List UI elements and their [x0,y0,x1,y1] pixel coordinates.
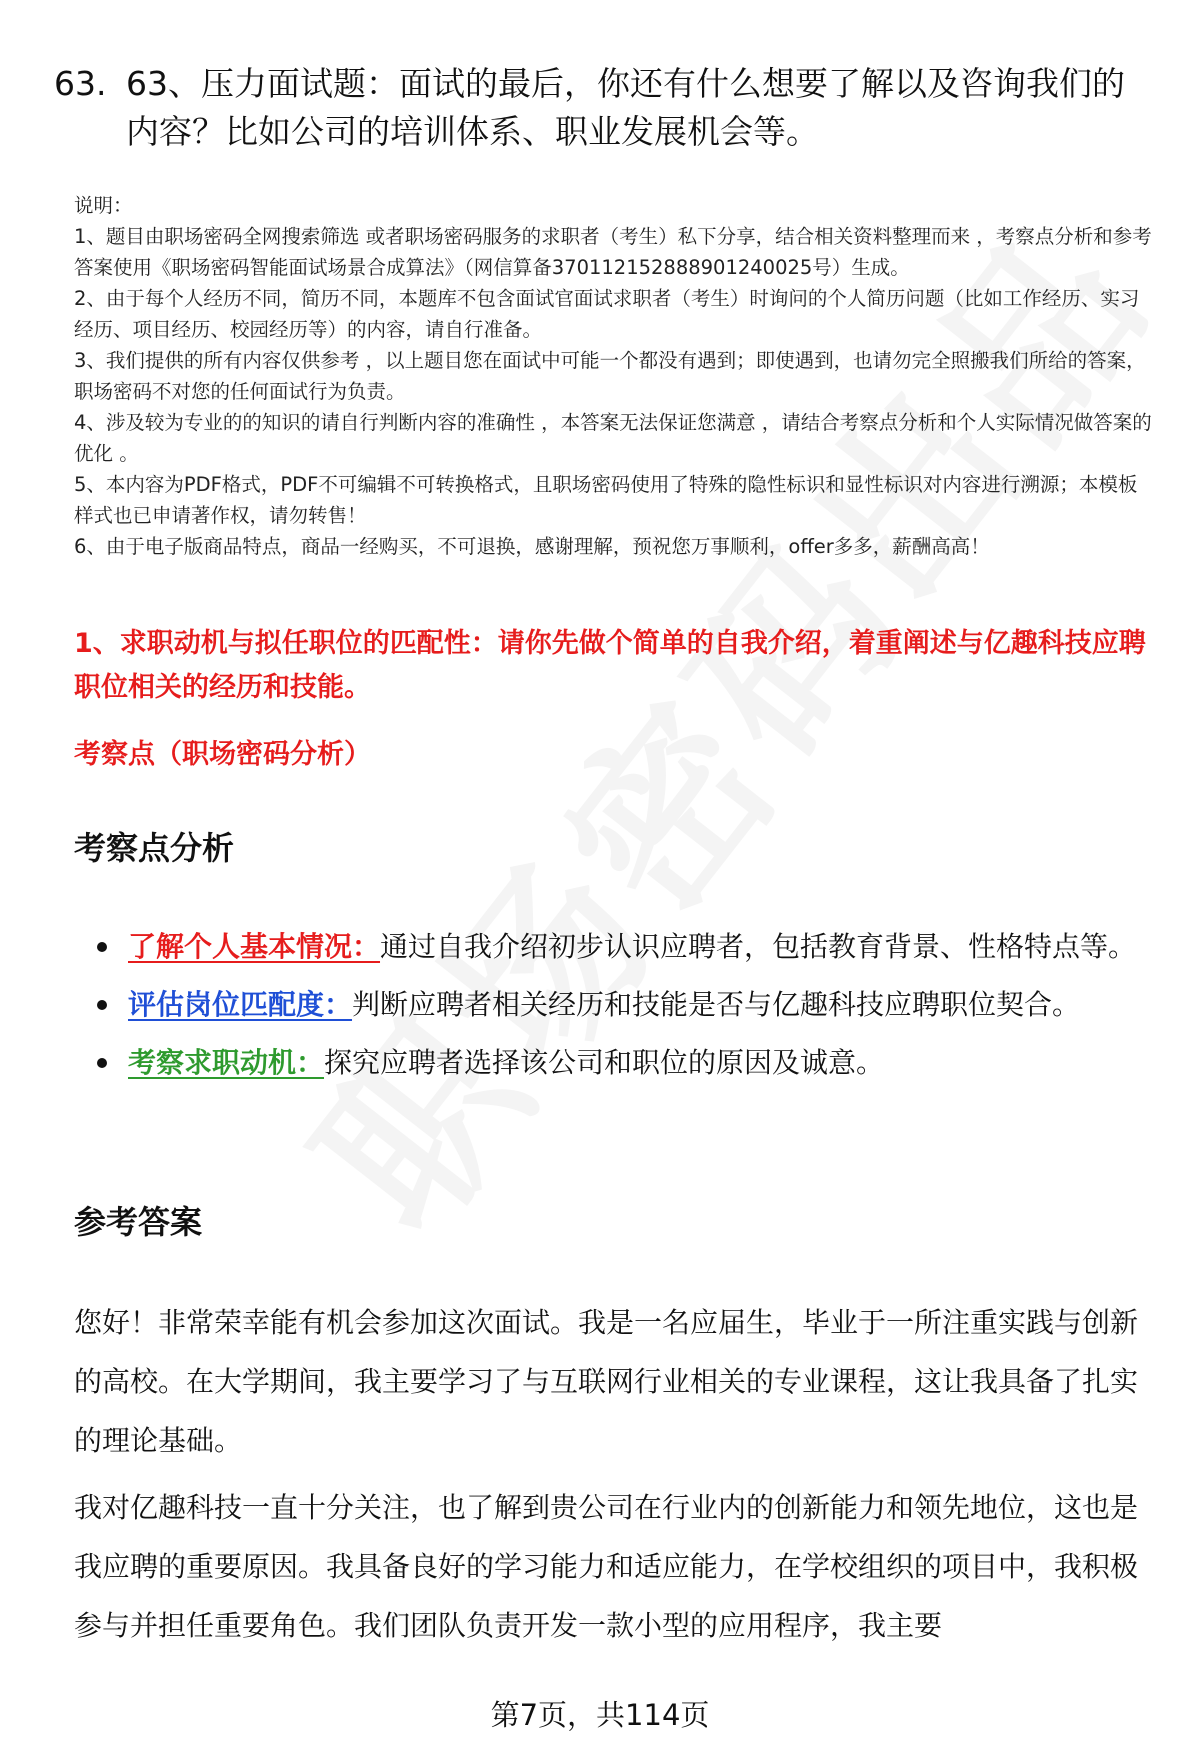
note-item: 4、涉及较为专业的的知识的请自行判断内容的准确性 ，本答案无法保证您满意 ，请结合考察点分析和个人实际情况做答案的优化 。 [74,411,1152,465]
bullet-label: 评估岗位匹配度： [128,988,353,1021]
bullet-label: 了解个人基本情况： [128,930,381,963]
bullet-icon [97,942,107,952]
question-text: 63、压力面试题：面试的最后，你还有什么想要了解以及咨询我们的内容？比如公司的培训体系、职业发展机会等。 [126,64,1125,151]
list-item [94,1034,1154,1092]
note-item: 5、本内容为PDF格式，PDF不可编辑不可转换格式，且职场密码使用了特殊的隐性标识和显性标识对内容进行溯源；本模板样式也已申请著作权，请勿转售！ [74,473,1138,527]
analysis-heading: 考察点分析 [74,829,235,867]
answer-heading: 参考答案 [74,1203,203,1241]
question-number: 63. [54,64,107,103]
notes-heading: 说明： [74,194,133,217]
page-footer: 第7页，共114页 [490,1698,710,1732]
question-heading [54,60,1154,156]
bullet-text: 探究应聘者选择该公司和职位的原因及诚意。 [324,1046,885,1079]
disclaimer-notes [74,190,1154,562]
list-item [94,918,1154,976]
analysis-subtitle: 考察点（职场密码分析） [74,739,371,770]
answer-paragraph: 您好！非常荣幸能有机会参加这次面试。我是一名应届生，毕业于一所注重实践与创新的高校。在大学期间，我主要学习了与互联网行业相关的专业课程，这让我具备了扎实的理论基础。 [74,1306,1139,1457]
bullet-text: 判断应聘者相关经历和技能是否与亿趣科技应聘职位契合。 [352,988,1081,1021]
analysis-list [94,918,1154,1092]
note-item: 6、由于电子版商品特点，商品一经购买，不可退换，感谢理解，预祝您万事顺利，offer多多，薪酬高高！ [74,535,990,558]
bullet-icon [97,1058,107,1068]
bullet-icon [97,1000,107,1010]
bullet-label: 考察求职动机： [128,1046,325,1079]
sub-question-title: 1、求职动机与拟任职位的匹配性：请你先做个简单的自我介绍，着重阐述与亿趣科技应聘职位相关的经历和技能。 [74,628,1146,703]
bullet-text: 通过自我介绍初步认识应聘者，包括教育背景、性格特点等。 [380,930,1137,963]
list-item [94,976,1154,1034]
note-item: 3、我们提供的所有内容仅供参考 ，以上题目您在面试中可能一个都没有遇到；即使遇到，也请勿完全照搬我们所给的答案，职场密码不对您的任何面试行为负责。 [74,349,1146,403]
note-item: 2、由于每个人经历不同，简历不同，本题库不包含面试官面试求职者（考生）时询问的个人简历问题（比如工作经历、实习经历、项目经历、校园经历等）的内容，请自行准备。 [74,287,1140,341]
note-item: 1、题目由职场密码全网搜索筛选 或者职场密码服务的求职者（考生）私下分享，结合相关资料整理而来 ，考察点分析和参考答案使用《职场密码智能面试场景合成算法》（网信算备370112152888901240025号）生成。 [74,225,1152,279]
answer-paragraph: 我对亿趣科技一直十分关注，也了解到贵公司在行业内的创新能力和领先地位，这也是我应聘的重要原因。我具备良好的学习能力和适应能力，在学校组织的项目中，我积极参与并担任重要角色。我们团队负责开发一款小型的应用程序，我主要 [74,1491,1139,1642]
